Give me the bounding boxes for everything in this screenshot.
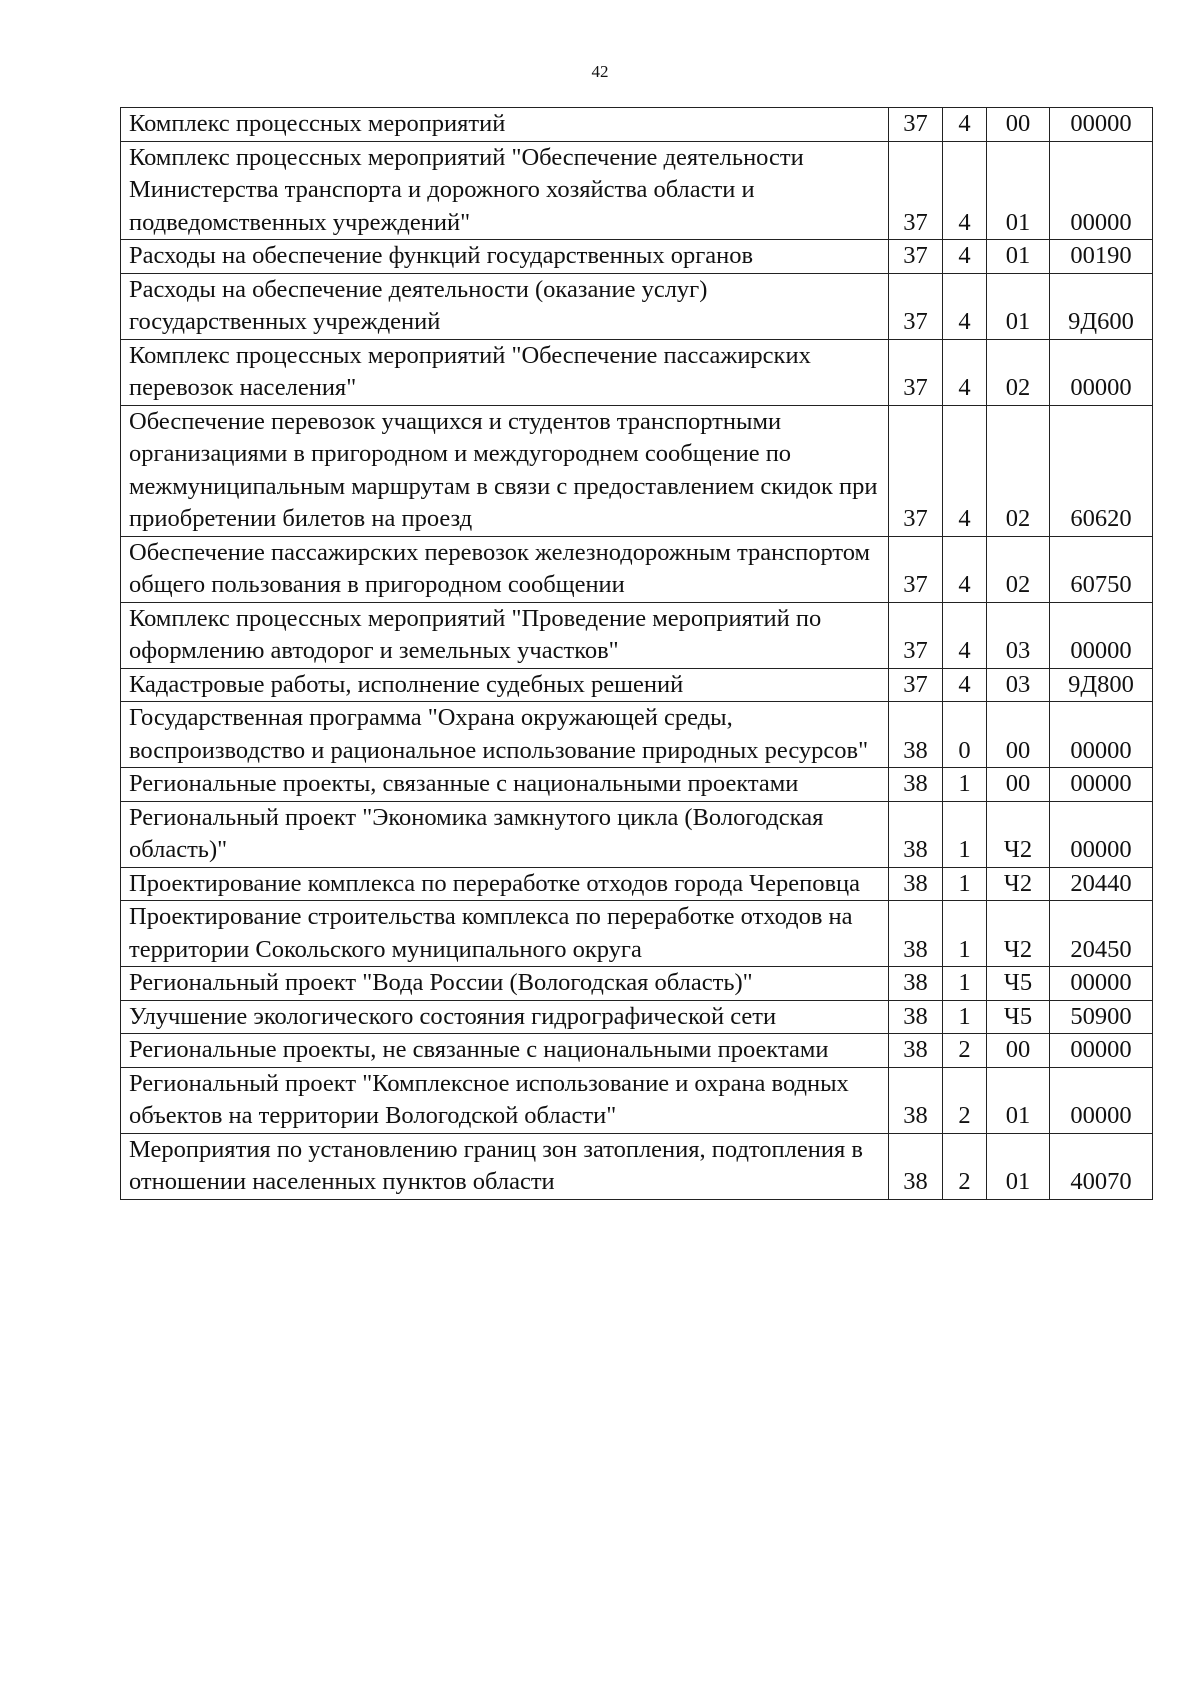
table-row [121, 867, 1153, 901]
activity-code-cell: 02 [987, 536, 1050, 602]
subprogram-code-cell: 0 [943, 702, 987, 768]
activity-code-cell: 03 [987, 602, 1050, 668]
row-name-cell: Улучшение экологического состояния гидрографической сети [121, 1000, 889, 1034]
row-name-cell: Комплекс процессных мероприятий "Обеспечение деятельности Министерства транспорта и дорожного хозяйства области и подведомственных учреждений" [121, 141, 889, 240]
program-code-cell: 37 [889, 141, 943, 240]
row-name-cell: Комплекс процессных мероприятий "Обеспечение пассажирских перевозок населения" [121, 339, 889, 405]
row-name-cell: Обеспечение перевозок учащихся и студентов транспортными организациями в пригородном и междугороднем сообщение по межмуниципальным маршрутам в связи с предоставлением скидок при приобретении билетов на проезд [121, 405, 889, 536]
activity-code-cell: Ч5 [987, 967, 1050, 1001]
subprogram-code-cell: 4 [943, 405, 987, 536]
activity-code-cell: 00 [987, 768, 1050, 802]
table-row [121, 240, 1153, 274]
row-name-cell: Мероприятия по установлению границ зон затопления, подтопления в отношении населенных пунктов области [121, 1133, 889, 1199]
row-name-cell: Обеспечение пассажирских перевозок железнодорожным транспортом общего пользования в пригородном сообщении [121, 536, 889, 602]
program-code-cell: 38 [889, 1000, 943, 1034]
subprogram-code-cell: 2 [943, 1067, 987, 1133]
direction-code-cell: 00000 [1050, 339, 1153, 405]
activity-code-cell: Ч2 [987, 867, 1050, 901]
table-row [121, 801, 1153, 867]
program-code-cell: 37 [889, 668, 943, 702]
subprogram-code-cell: 1 [943, 901, 987, 967]
activity-code-cell: 01 [987, 1133, 1050, 1199]
direction-code-cell: 40070 [1050, 1133, 1153, 1199]
program-code-cell: 38 [889, 1034, 943, 1068]
program-code-cell: 38 [889, 702, 943, 768]
table-row [121, 602, 1153, 668]
subprogram-code-cell: 4 [943, 240, 987, 274]
budget-classification-table [120, 107, 1153, 1200]
table-row [121, 702, 1153, 768]
activity-code-cell: 01 [987, 273, 1050, 339]
direction-code-cell: 00000 [1050, 1067, 1153, 1133]
activity-code-cell: 01 [987, 141, 1050, 240]
table-row [121, 768, 1153, 802]
direction-code-cell: 60620 [1050, 405, 1153, 536]
program-code-cell: 37 [889, 339, 943, 405]
table-row [121, 405, 1153, 536]
program-code-cell: 38 [889, 901, 943, 967]
program-code-cell: 38 [889, 768, 943, 802]
table-row [121, 108, 1153, 142]
direction-code-cell: 00000 [1050, 967, 1153, 1001]
program-code-cell: 38 [889, 801, 943, 867]
subprogram-code-cell: 4 [943, 536, 987, 602]
program-code-cell: 38 [889, 1067, 943, 1133]
subprogram-code-cell: 4 [943, 668, 987, 702]
activity-code-cell: 01 [987, 240, 1050, 274]
program-code-cell: 38 [889, 967, 943, 1001]
activity-code-cell: 02 [987, 339, 1050, 405]
subprogram-code-cell: 2 [943, 1034, 987, 1068]
table-row [121, 273, 1153, 339]
subprogram-code-cell: 1 [943, 1000, 987, 1034]
subprogram-code-cell: 2 [943, 1133, 987, 1199]
subprogram-code-cell: 4 [943, 141, 987, 240]
direction-code-cell: 50900 [1050, 1000, 1153, 1034]
activity-code-cell: 00 [987, 1034, 1050, 1068]
row-name-cell: Расходы на обеспечение деятельности (оказание услуг) государственных учреждений [121, 273, 889, 339]
row-name-cell: Региональный проект "Вода России (Вологодская область)" [121, 967, 889, 1001]
program-code-cell: 37 [889, 405, 943, 536]
activity-code-cell: Ч2 [987, 801, 1050, 867]
row-name-cell: Проектирование комплекса по переработке отходов города Череповца [121, 867, 889, 901]
program-code-cell: 37 [889, 240, 943, 274]
direction-code-cell: 60750 [1050, 536, 1153, 602]
activity-code-cell: 00 [987, 108, 1050, 142]
subprogram-code-cell: 4 [943, 339, 987, 405]
table-row [121, 1067, 1153, 1133]
table-row [121, 1000, 1153, 1034]
row-name-cell: Региональные проекты, не связанные с национальными проектами [121, 1034, 889, 1068]
row-name-cell: Государственная программа "Охрана окружающей среды, воспроизводство и рациональное использование природных ресурсов" [121, 702, 889, 768]
table-row [121, 339, 1153, 405]
subprogram-code-cell: 1 [943, 768, 987, 802]
table-row [121, 1133, 1153, 1199]
direction-code-cell: 00000 [1050, 768, 1153, 802]
table-row [121, 967, 1153, 1001]
subprogram-code-cell: 1 [943, 967, 987, 1001]
direction-code-cell: 00000 [1050, 141, 1153, 240]
row-name-cell: Проектирование строительства комплекса по переработке отходов на территории Сокольского муниципального округа [121, 901, 889, 967]
row-name-cell: Комплекс процессных мероприятий [121, 108, 889, 142]
subprogram-code-cell: 4 [943, 273, 987, 339]
direction-code-cell: 20450 [1050, 901, 1153, 967]
program-code-cell: 37 [889, 108, 943, 142]
direction-code-cell: 00000 [1050, 801, 1153, 867]
page-number: 42 [591, 62, 609, 81]
activity-code-cell: 01 [987, 1067, 1050, 1133]
direction-code-cell: 00000 [1050, 108, 1153, 142]
subprogram-code-cell: 1 [943, 867, 987, 901]
row-name-cell: Региональные проекты, связанные с национальными проектами [121, 768, 889, 802]
program-code-cell: 37 [889, 273, 943, 339]
program-code-cell: 37 [889, 602, 943, 668]
row-name-cell: Кадастровые работы, исполнение судебных решений [121, 668, 889, 702]
table-row [121, 668, 1153, 702]
table-row [121, 901, 1153, 967]
direction-code-cell: 00000 [1050, 1034, 1153, 1068]
activity-code-cell: Ч5 [987, 1000, 1050, 1034]
subprogram-code-cell: 4 [943, 602, 987, 668]
program-code-cell: 38 [889, 867, 943, 901]
program-code-cell: 37 [889, 536, 943, 602]
direction-code-cell: 20440 [1050, 867, 1153, 901]
activity-code-cell: 00 [987, 702, 1050, 768]
row-name-cell: Региональный проект "Комплексное использование и охрана водных объектов на территории Вологодской области" [121, 1067, 889, 1133]
row-name-cell: Расходы на обеспечение функций государственных органов [121, 240, 889, 274]
subprogram-code-cell: 1 [943, 801, 987, 867]
direction-code-cell: 00000 [1050, 602, 1153, 668]
activity-code-cell: 03 [987, 668, 1050, 702]
row-name-cell: Региональный проект "Экономика замкнутого цикла (Вологодская область)" [121, 801, 889, 867]
direction-code-cell: 00000 [1050, 702, 1153, 768]
table-row [121, 1034, 1153, 1068]
subprogram-code-cell: 4 [943, 108, 987, 142]
table-row [121, 141, 1153, 240]
program-code-cell: 38 [889, 1133, 943, 1199]
table-body [121, 108, 1153, 1200]
direction-code-cell: 00190 [1050, 240, 1153, 274]
activity-code-cell: 02 [987, 405, 1050, 536]
activity-code-cell: Ч2 [987, 901, 1050, 967]
direction-code-cell: 9Д600 [1050, 273, 1153, 339]
direction-code-cell: 9Д800 [1050, 668, 1153, 702]
table-row [121, 536, 1153, 602]
row-name-cell: Комплекс процессных мероприятий "Проведение мероприятий по оформлению автодорог и земельных участков" [121, 602, 889, 668]
